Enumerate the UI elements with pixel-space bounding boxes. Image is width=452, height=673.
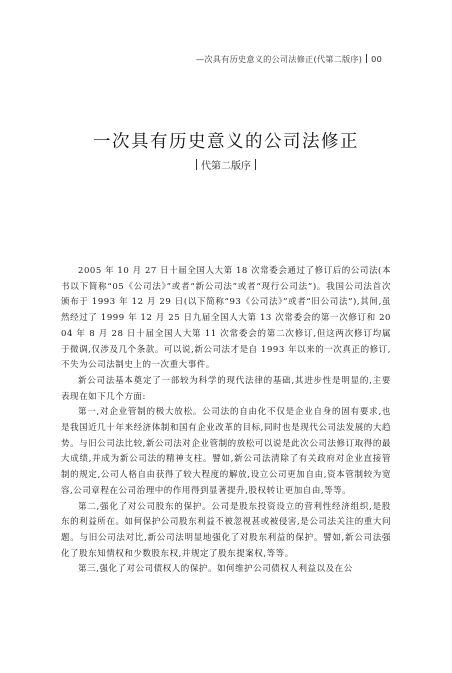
article-title: 一次具有历史意义的公司法修正 xyxy=(93,132,359,152)
paragraph: 第一,对企业管制的极大放松。公司法的自由化不仅是企业自身的固有要求,也是我国近几十年来经济体制和国有企业改革的目标,同时也是现代公司法发展的大趋势。与旧公司法比较,新公司法对企业管制的放松可以说是此次公司法修订取得的最大成绩,并成为新公司法的精神支柱。譬如,新公司法清除了有关政府对企业直接管制的规定,公司人格自由获得了较大程度的解放,设立公司更加自由,资本管制较为宽容,公司章程在公司治理中的作用得到显著提升,股权转让更加自由,等等。 xyxy=(61,407,391,496)
running-head-title: —次具有历史意义的公司法修正(代第二版序) xyxy=(196,54,363,64)
article-body xyxy=(61,264,391,578)
paragraph: 第三,强化了对公司债权人的保护。如何维护公司债权人利益以及在公 xyxy=(78,564,353,575)
running-head xyxy=(196,54,382,65)
subtitle-left-bar xyxy=(196,159,197,170)
paragraph: 2005 年 10 月 27 日十届全国人大第 18 次常委会通过了修订后的公司法(本书以下简称“05《公司法》”或者“新公司法”或者“现行公司法”)。我国公司法首次颁布于 1993 年 12 月 29 日(以下简称“93《公司法》”或者“旧公司法”),其间,虽然经过了 1999 年 12 月 25 日九届全国人大第 13 次常委会的第一次修订和 2004 年 8 月 28 日十届全国人大第 11 次常委会的第二次修订,但这两次修订均属于微调,仅涉及几个条款。可以说,新公司法才是自 1993 年以来的一次真正的修订,不失为公司法制史上的一次重大事件。 xyxy=(61,266,391,371)
subtitle-right-bar xyxy=(255,159,256,170)
page-number: 00 xyxy=(371,54,382,64)
paragraph: 第二,强化了对公司股东的保护。公司是股东投资设立的营利性经济组织,是股东的利益所在。如何保护公司股东利益不被忽视甚或被侵害,是公司法关注的重大问题。与旧公司法对比,新公司法明显地强化了对股东利益的保护。譬如,新公司法强化了股东知情权和少数股东权,并规定了股东提案权,等等。 xyxy=(61,501,391,559)
running-head-divider xyxy=(366,54,367,63)
paragraph: 新公司法基本奠定了一部较为科学的现代法律的基础,其进步性是明显的,主要表现在如下几个方面: xyxy=(61,375,391,402)
subtitle-text: 代第二版序 xyxy=(201,161,251,172)
article-subtitle xyxy=(0,157,452,172)
